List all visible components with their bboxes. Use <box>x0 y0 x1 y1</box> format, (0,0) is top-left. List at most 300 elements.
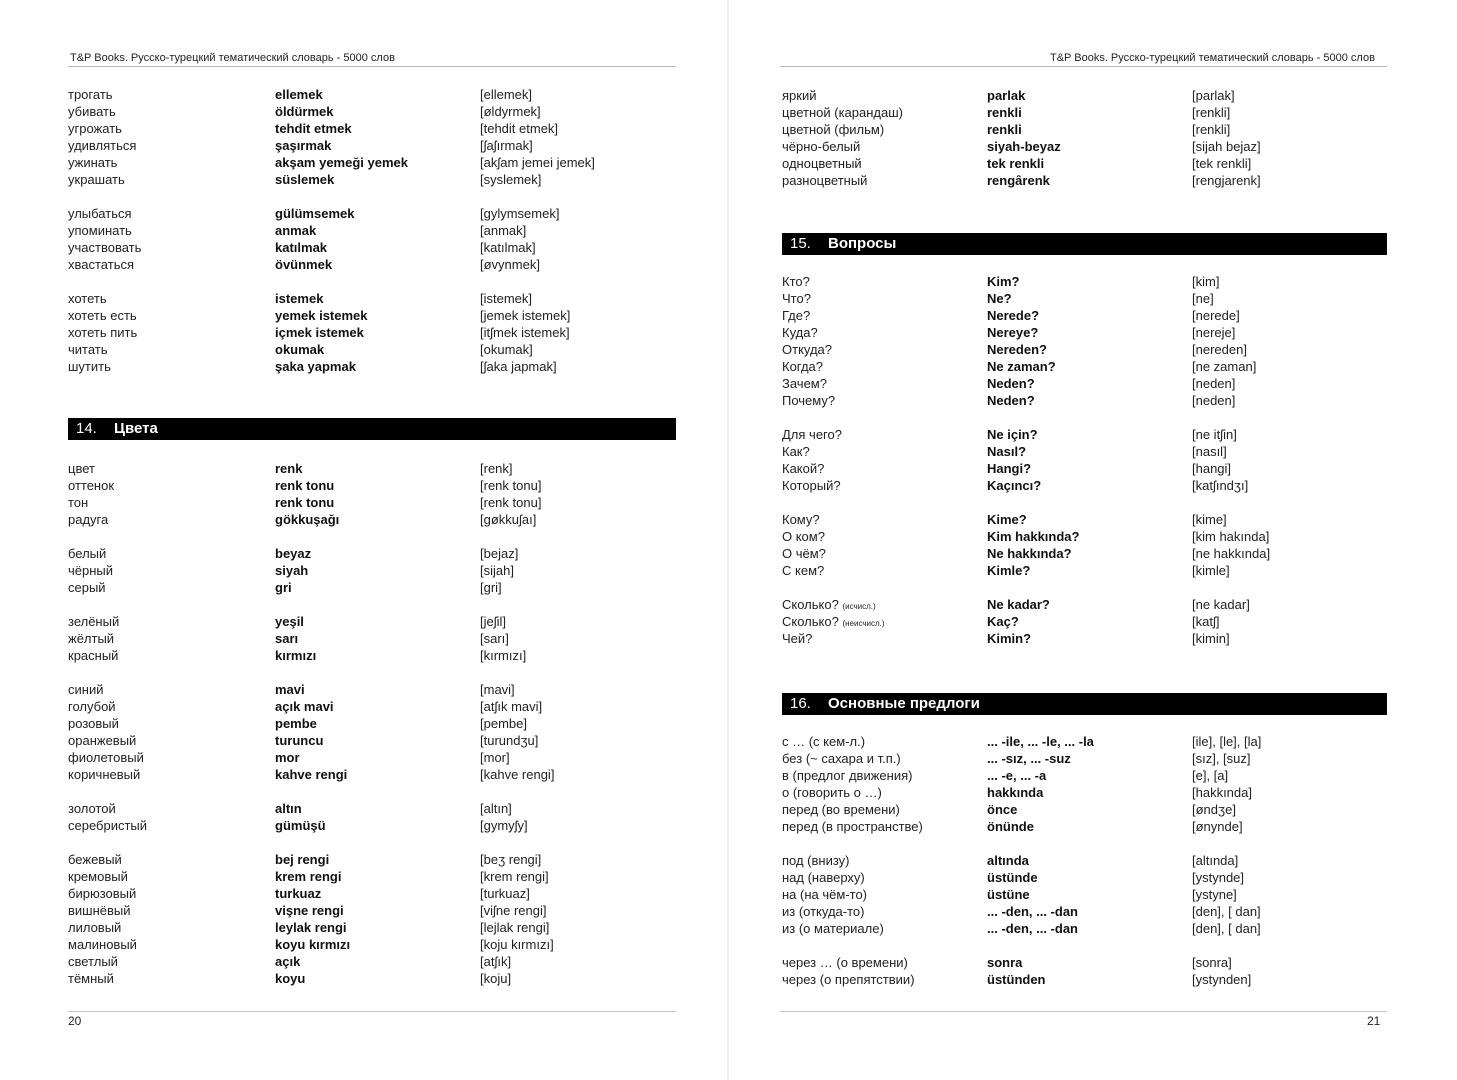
russian-word-text: коричневый <box>68 767 141 782</box>
vocab-entry <box>729 886 1457 903</box>
transcription: [øvynmek] <box>480 257 540 272</box>
russian-word <box>68 171 125 188</box>
transcription: [krem rengi] <box>480 869 549 884</box>
russian-word <box>782 954 908 971</box>
russian-word <box>68 953 118 970</box>
section-number: 14. <box>76 420 97 437</box>
russian-word <box>68 494 88 511</box>
vocab-entry <box>729 852 1457 869</box>
transcription: [øldyrmek] <box>480 104 541 119</box>
russian-word-text: угрожать <box>68 121 122 136</box>
transcription: [kime] <box>1192 512 1227 527</box>
turkish-word: mor <box>275 750 300 765</box>
russian-word <box>782 886 867 903</box>
russian-word-text: трогать <box>68 87 113 102</box>
turkish-word: süslemek <box>275 172 335 187</box>
transcription: [hangi] <box>1192 461 1232 476</box>
russian-word <box>68 630 114 647</box>
vocab-entry <box>0 358 728 375</box>
russian-word-text: через (о препятствии) <box>782 972 915 987</box>
russian-word-text: малиновый <box>68 937 137 952</box>
transcription: [neden] <box>1192 376 1236 391</box>
russian-word-text: бежевый <box>68 852 122 867</box>
russian-word <box>782 155 862 172</box>
transcription: [tek renkli] <box>1192 156 1252 171</box>
turkish-word: Ne? <box>987 291 1012 306</box>
turkish-word: sarı <box>275 631 299 646</box>
russian-word <box>68 698 116 715</box>
transcription: [katʃındʒı] <box>1192 478 1249 493</box>
russian-word-text: Для чего? <box>782 427 842 442</box>
vocab-entry <box>0 256 728 273</box>
turkish-word: vişne rengi <box>275 903 344 918</box>
russian-word-text: с … (с кем-л.) <box>782 734 866 749</box>
vocab-entry <box>729 87 1457 104</box>
transcription: [øndʒe] <box>1192 802 1236 817</box>
vocab-entry <box>0 545 728 562</box>
turkish-word: mavi <box>275 682 305 697</box>
transcription: [nerede] <box>1192 308 1240 323</box>
vocab-entry <box>0 324 728 341</box>
turkish-word: Ne kadar? <box>987 597 1050 612</box>
russian-word-text: золотой <box>68 801 116 816</box>
turkish-word: renk tonu <box>275 495 335 510</box>
footer-rule <box>780 1011 1387 1012</box>
section-number: 16. <box>790 695 811 712</box>
transcription: [ne itʃin] <box>1192 427 1237 442</box>
usage-note: (неисчисл.) <box>842 619 885 628</box>
russian-word <box>68 460 95 477</box>
russian-word-text: светлый <box>68 954 118 969</box>
transcription: [renkli] <box>1192 105 1231 120</box>
transcription: [jeʃil] <box>480 614 507 629</box>
vocab-entry <box>0 749 728 766</box>
turkish-word: beyaz <box>275 546 312 561</box>
section-header-14 <box>68 418 676 440</box>
vocab-entry <box>0 953 728 970</box>
vocab-entry <box>729 818 1457 835</box>
turkish-word: Hangi? <box>987 461 1032 476</box>
vocab-entry <box>729 307 1457 324</box>
vocab-entry <box>0 817 728 834</box>
russian-word <box>68 970 114 987</box>
vocab-entry <box>729 375 1457 392</box>
transcription: [itʃmek istemek] <box>480 325 570 340</box>
transcription: [den], [ dan] <box>1192 904 1261 919</box>
turkish-word: üstünde <box>987 870 1038 885</box>
russian-word <box>782 443 810 460</box>
vocab-entry <box>729 443 1457 460</box>
vocab-entry <box>729 733 1457 750</box>
footer-rule <box>68 1011 676 1012</box>
transcription: [e], [a] <box>1192 768 1229 783</box>
russian-word <box>782 562 824 579</box>
turkish-word: yemek istemek <box>275 308 368 323</box>
transcription: [kimle] <box>1192 563 1230 578</box>
russian-word-text: Почему? <box>782 393 836 408</box>
turkish-word: gülümsemek <box>275 206 355 221</box>
russian-word-text: хвастаться <box>68 257 135 272</box>
transcription: [ile], [le], [la] <box>1192 734 1262 749</box>
russian-word <box>782 307 810 324</box>
russian-word <box>68 103 116 120</box>
turkish-word: Nereden? <box>987 342 1047 357</box>
vocab-entry <box>729 104 1457 121</box>
vocab-entry <box>729 273 1457 290</box>
russian-word <box>68 732 136 749</box>
russian-word-text: С кем? <box>782 563 825 578</box>
turkish-word: Kim hakkında? <box>987 529 1080 544</box>
turkish-word: turkuaz <box>275 886 322 901</box>
russian-word <box>68 868 128 885</box>
transcription: [katʃ] <box>1192 614 1220 629</box>
transcription: [okumak] <box>480 342 533 357</box>
vocab-entry <box>0 103 728 120</box>
russian-word-text: в (предлог движения) <box>782 768 913 783</box>
russian-word <box>68 222 132 239</box>
transcription: [beʒ rengi] <box>480 852 542 867</box>
russian-word-text: тон <box>68 495 89 510</box>
turkish-word: altın <box>275 801 302 816</box>
vocab-entry <box>0 613 728 630</box>
transcription: [renk tonu] <box>480 478 542 493</box>
vocab-entry <box>729 155 1457 172</box>
left-entries <box>0 0 728 1080</box>
vocab-entry <box>0 885 728 902</box>
transcription: [mavi] <box>480 682 515 697</box>
turkish-word: Neden? <box>987 376 1035 391</box>
russian-word <box>782 426 842 443</box>
turkish-word: gümüşü <box>275 818 326 833</box>
russian-word-text: оранжевый <box>68 733 137 748</box>
vocab-entry <box>0 86 728 103</box>
russian-word <box>782 104 903 121</box>
russian-word-text: розовый <box>68 716 119 731</box>
right-page <box>729 0 1457 1080</box>
russian-word-text: голубой <box>68 699 116 714</box>
vocab-entry <box>729 172 1457 189</box>
transcription: [sijah] <box>480 563 514 578</box>
russian-word-text: цветной (карандаш) <box>782 105 903 120</box>
vocab-entry <box>0 868 728 885</box>
russian-word <box>782 545 826 562</box>
russian-word-text: тёмный <box>68 971 114 986</box>
turkish-word: Kim? <box>987 274 1020 289</box>
turkish-word: Nasıl? <box>987 444 1027 459</box>
vocab-entry <box>0 851 728 868</box>
russian-word-text: лиловый <box>68 920 122 935</box>
russian-word <box>68 562 113 579</box>
russian-word-text: Кому? <box>782 512 820 527</box>
turkish-word: Kaçıncı? <box>987 478 1042 493</box>
russian-word <box>68 154 117 171</box>
vocab-entry <box>0 732 728 749</box>
transcription: [istemek] <box>480 291 533 306</box>
transcription: [ne zaman] <box>1192 359 1257 374</box>
russian-word <box>782 290 811 307</box>
russian-word <box>782 511 820 528</box>
transcription: [sız], [suz] <box>1192 751 1251 766</box>
russian-word-text: зелёный <box>68 614 120 629</box>
transcription: [gymyʃy] <box>480 818 528 833</box>
russian-word <box>68 86 113 103</box>
russian-word-text: Какой? <box>782 461 825 476</box>
turkish-word: önünde <box>987 819 1034 834</box>
turkish-word: rengârenk <box>987 173 1050 188</box>
turkish-word: siyah-beyaz <box>987 139 1061 154</box>
vocab-entry <box>0 460 728 477</box>
russian-word <box>782 869 865 886</box>
transcription: [ne kadar] <box>1192 597 1250 612</box>
transcription: [kırmızı] <box>480 648 527 663</box>
usage-note: (исчисл.) <box>842 602 876 611</box>
vocab-entry <box>729 477 1457 494</box>
vocab-entry <box>729 596 1457 613</box>
russian-word-text: шутить <box>68 359 111 374</box>
russian-word-text: хотеть пить <box>68 325 138 340</box>
turkish-word: övünmek <box>275 257 333 272</box>
turkish-word: yeşil <box>275 614 304 629</box>
section-number: 15. <box>790 235 811 252</box>
russian-word-text: Откуда? <box>782 342 833 357</box>
russian-word-text: чёрно-белый <box>782 139 861 154</box>
vocab-entry <box>729 324 1457 341</box>
russian-word <box>782 903 864 920</box>
turkish-word: koyu <box>275 971 306 986</box>
russian-word-text: Который? <box>782 478 841 493</box>
russian-word <box>68 137 136 154</box>
page-header: T&P Books. Русско-турецкий тематический словарь - 5000 слов <box>1050 52 1375 64</box>
russian-word <box>782 375 827 392</box>
transcription: [katılmak] <box>480 240 536 255</box>
section-title: Вопросы <box>828 235 897 252</box>
vocab-entry <box>0 647 728 664</box>
transcription: [sonra] <box>1192 955 1232 970</box>
turkish-word: içmek istemek <box>275 325 364 340</box>
vocab-entry <box>729 801 1457 818</box>
transcription: [ne] <box>1192 291 1214 306</box>
turkish-word: gri <box>275 580 292 595</box>
transcription: [parlak] <box>1192 88 1235 103</box>
vocab-entry <box>729 750 1457 767</box>
turkish-word: katılmak <box>275 240 328 255</box>
transcription: [gri] <box>480 580 502 595</box>
russian-word-text: над (наверху) <box>782 870 865 885</box>
russian-word <box>782 138 860 155</box>
russian-word-text: хотеть <box>68 291 107 306</box>
turkish-word: Kimle? <box>987 563 1031 578</box>
turkish-word: ... -den, ... -dan <box>987 921 1078 936</box>
russian-word-text: цвет <box>68 461 95 476</box>
russian-word <box>68 613 119 630</box>
transcription: [anmak] <box>480 223 527 238</box>
vocab-entry <box>729 290 1457 307</box>
turkish-word: akşam yemeği yemek <box>275 155 408 170</box>
turkish-word: hakkında <box>987 785 1044 800</box>
russian-word-text: чёрный <box>68 563 114 578</box>
russian-word <box>68 749 144 766</box>
transcription: [kahve rengi] <box>480 767 555 782</box>
vocab-entry <box>0 341 728 358</box>
russian-word-text: о (говорить о …) <box>782 785 882 800</box>
transcription: [ʃaka japmak] <box>480 359 557 374</box>
page-number: 21 <box>1367 1014 1381 1028</box>
turkish-word: üstüne <box>987 887 1030 902</box>
transcription: [ne hakkında] <box>1192 546 1271 561</box>
transcription: [nereden] <box>1192 342 1247 357</box>
vocab-entry <box>0 715 728 732</box>
russian-word <box>782 920 884 937</box>
turkish-word: ellemek <box>275 87 323 102</box>
turkish-word: Kimin? <box>987 631 1032 646</box>
turkish-word: ... -den, ... -dan <box>987 904 1078 919</box>
transcription: [lejlak rengi] <box>480 920 550 935</box>
transcription: [ʃaʃırmak] <box>480 138 533 153</box>
vocab-entry <box>0 919 728 936</box>
russian-word <box>68 239 141 256</box>
russian-word-text: яркий <box>782 88 817 103</box>
vocab-entry <box>729 869 1457 886</box>
turkish-word: açık <box>275 954 301 969</box>
russian-word-text: из (о материале) <box>782 921 884 936</box>
transcription: [nereje] <box>1192 325 1236 340</box>
turkish-word: Kime? <box>987 512 1027 527</box>
section-header-15 <box>782 233 1387 255</box>
russian-word <box>68 851 122 868</box>
russian-word <box>68 307 137 324</box>
transcription: [renk] <box>480 461 513 476</box>
russian-word <box>782 358 823 375</box>
transcription: [mor] <box>480 750 510 765</box>
transcription: [altın] <box>480 801 512 816</box>
vocab-entry <box>729 954 1457 971</box>
turkish-word: şaka yapmak <box>275 359 356 374</box>
russian-word-text: из (откуда-то) <box>782 904 865 919</box>
vocab-entry <box>0 120 728 137</box>
russian-word <box>68 936 137 953</box>
vocab-entry <box>729 562 1457 579</box>
russian-word-text: ужинать <box>68 155 118 170</box>
russian-word-text: Как? <box>782 444 810 459</box>
transcription: [gylymsemek] <box>480 206 560 221</box>
transcription: [altında] <box>1192 853 1239 868</box>
transcription: [atʃık mavi] <box>480 699 543 714</box>
russian-word <box>68 902 131 919</box>
turkish-word: tehdit etmek <box>275 121 352 136</box>
russian-word <box>68 545 106 562</box>
turkish-word: öldürmek <box>275 104 334 119</box>
russian-word <box>68 681 103 698</box>
russian-word <box>782 392 835 409</box>
russian-word-text: Сколько? <box>782 614 839 629</box>
transcription: [koju kırmızı] <box>480 937 554 952</box>
turkish-word: renkli <box>987 122 1022 137</box>
russian-word-text: удивляться <box>68 138 137 153</box>
russian-word-text: Сколько? <box>782 597 839 612</box>
vocab-entry <box>0 936 728 953</box>
vocab-entry <box>0 681 728 698</box>
russian-word-text: кремовый <box>68 869 128 884</box>
russian-word-text: вишнёвый <box>68 903 131 918</box>
russian-word <box>782 733 865 750</box>
turkish-word: gökkuşağı <box>275 512 340 527</box>
russian-word-text: улыбаться <box>68 206 132 221</box>
transcription: [nasıl] <box>1192 444 1227 459</box>
turkish-word: kırmızı <box>275 648 317 663</box>
russian-word-text: на (на чём-то) <box>782 887 868 902</box>
transcription: [rengjarenk] <box>1192 173 1261 188</box>
section-title: Цвета <box>114 420 158 437</box>
vocab-entry <box>0 307 728 324</box>
russian-word <box>68 477 114 494</box>
russian-word <box>68 800 116 817</box>
russian-word <box>68 885 136 902</box>
transcription: [syslemek] <box>480 172 542 187</box>
vocab-entry <box>729 121 1457 138</box>
vocab-entry <box>0 137 728 154</box>
transcription: [ystyne] <box>1192 887 1237 902</box>
russian-word <box>68 817 147 834</box>
turkish-word: istemek <box>275 291 324 306</box>
russian-word <box>68 120 122 137</box>
russian-word <box>68 290 107 307</box>
transcription: [akʃam jemei jemek] <box>480 155 595 170</box>
turkish-word: renkli <box>987 105 1022 120</box>
russian-word-text: Когда? <box>782 359 824 374</box>
transcription: [turundʒu] <box>480 733 539 748</box>
russian-word-text: красный <box>68 648 119 663</box>
turkish-word: siyah <box>275 563 309 578</box>
russian-word <box>68 579 106 596</box>
turkish-word: okumak <box>275 342 325 357</box>
transcription: [turkuaz] <box>480 886 530 901</box>
transcription: [hakkında] <box>1192 785 1252 800</box>
russian-word-text: серебристый <box>68 818 148 833</box>
russian-word <box>782 852 850 869</box>
russian-word <box>782 460 824 477</box>
vocab-entry <box>0 698 728 715</box>
russian-word <box>782 767 912 784</box>
vocab-entry <box>0 494 728 511</box>
vocab-entry <box>0 800 728 817</box>
turkish-word: leylak rengi <box>275 920 347 935</box>
turkish-word: renk <box>275 461 303 476</box>
turkish-word: şaşırmak <box>275 138 332 153</box>
russian-word-text: убивать <box>68 104 116 119</box>
russian-word <box>68 341 108 358</box>
vocab-entry <box>729 341 1457 358</box>
turkish-word: Nereye? <box>987 325 1039 340</box>
transcription: [gøkkuʃaı] <box>480 512 537 527</box>
vocab-entry <box>0 902 728 919</box>
russian-word-text: фиолетовый <box>68 750 144 765</box>
russian-word-text: цветной (фильм) <box>782 122 885 137</box>
russian-word-text: разноцветный <box>782 173 868 188</box>
vocab-entry <box>729 971 1457 988</box>
russian-word <box>68 324 137 341</box>
transcription: [viʃne rengi] <box>480 903 547 918</box>
turkish-word: Neden? <box>987 393 1035 408</box>
transcription: [renkli] <box>1192 122 1231 137</box>
russian-word-text: участвовать <box>68 240 142 255</box>
russian-word <box>782 818 923 835</box>
russian-word <box>782 324 818 341</box>
transcription: [koju] <box>480 971 512 986</box>
turkish-word: Ne için? <box>987 427 1038 442</box>
russian-word-text: Где? <box>782 308 811 323</box>
turkish-word: renk tonu <box>275 478 335 493</box>
turkish-word: Nerede? <box>987 308 1040 323</box>
